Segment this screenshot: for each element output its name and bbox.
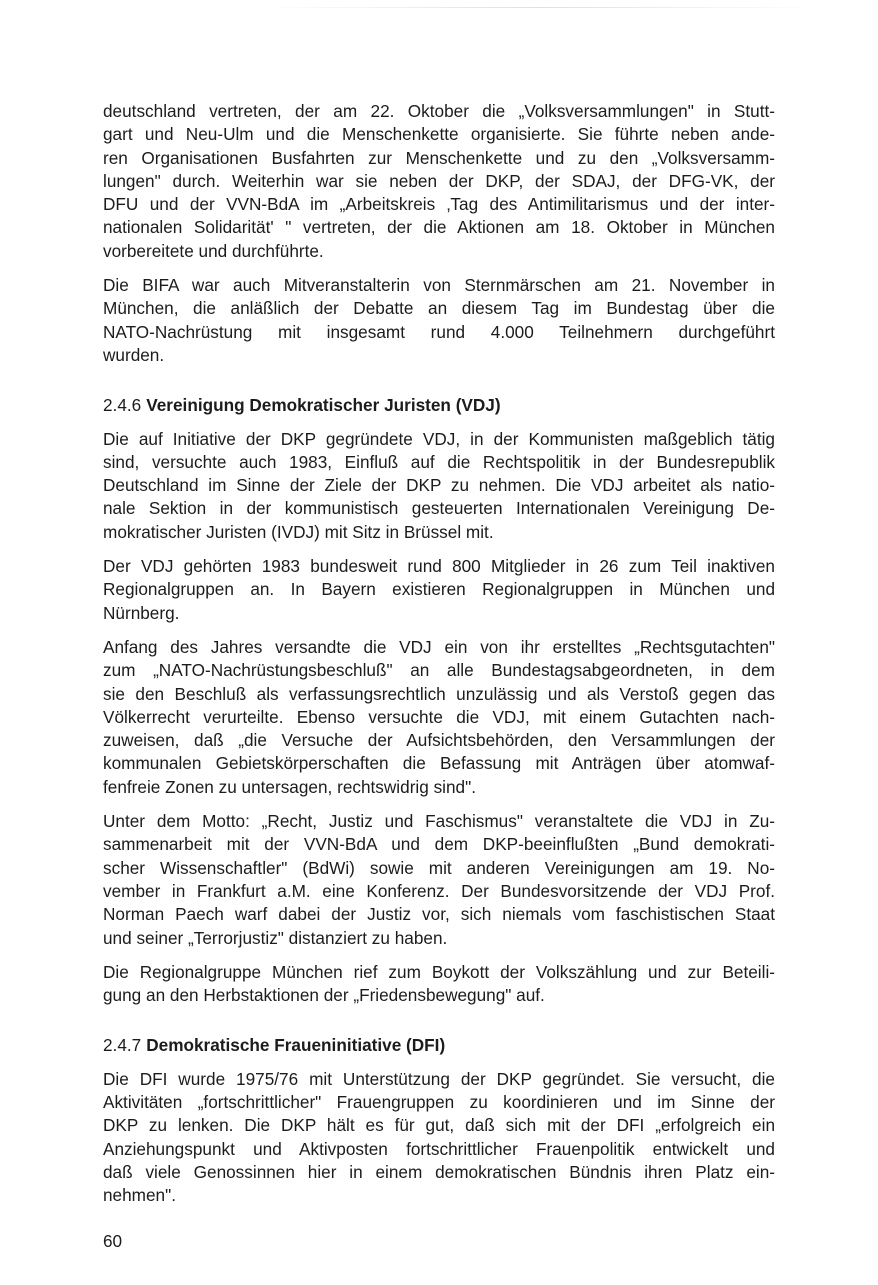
text-line: wurden. <box>103 344 165 365</box>
text-line: DKP zu lenken. Die DKP hält es für gut, daß sich mit der DFI „erfolgreich ein <box>103 1115 775 1136</box>
text-line: gart und Neu-Ulm und die Menschenkette organisierte. Sie führte neben ande- <box>103 124 775 145</box>
section-title: Demokratische Fraueninitiative (DFI) <box>146 1035 446 1056</box>
text-line: sie den Beschluß als verfassungsrechtlich unzulässig und als Verstoß gegen das <box>103 683 775 704</box>
text-line: Die BIFA war auch Mitveranstalterin von Sternmärschen am 21. November in <box>103 275 775 296</box>
text-line: DFU und der VVN-BdA im „Arbeitskreis ‚Tag des Antimilitarismus und der inter- <box>103 194 775 215</box>
text-line: Aktivitäten „fortschrittlicher" Frauengruppen zu koordinieren und im Sinne der <box>103 1091 775 1112</box>
paragraph <box>103 428 775 544</box>
text-line: zum „NATO-Nachrüstungsbeschluß" an alle Bundestagsabgeordneten, in dem <box>103 660 775 681</box>
text-line: Die Regionalgruppe München rief zum Boykott der Volkszählung und zur Beteili- <box>103 961 775 982</box>
paragraph <box>103 555 775 625</box>
text-line: vorbereitete und durchführte. <box>103 240 324 261</box>
text-line: Die DFI wurde 1975/76 mit Unterstützung der DKP gegründet. Sie versucht, die <box>103 1068 775 1089</box>
text-line: zuweisen, daß „die Versuche der Aufsichtsbehörden, den Versammlungen der <box>103 730 775 751</box>
text-line: lungen" durch. Weiterhin war sie neben der DKP, der SDAJ, der DFG-VK, der <box>103 170 775 191</box>
text-line: nationalen Solidarität' " vertreten, der die Aktionen am 18. Oktober in München <box>103 217 775 238</box>
page-body <box>103 100 775 1218</box>
text-line: Deutschland im Sinne der Ziele der DKP zu nehmen. Die VDJ arbeitet als natio- <box>103 475 775 496</box>
section-title: Vereinigung Demokratischer Juristen (VDJ) <box>146 395 501 416</box>
text-line: nale Sektion in der kommunistisch gesteuerten Internationalen Vereinigung De- <box>103 498 775 519</box>
text-line: deutschland vertreten, der am 22. Oktober die „Volksversammlungen" in Stutt- <box>103 101 775 121</box>
page-number: 60 <box>103 1231 123 1251</box>
text-line: mokratischer Juristen (IVDJ) mit Sitz in Brüssel mit. <box>103 521 494 542</box>
text-line: scher Wissenschaftler" (BdWi) sowie mit anderen Vereinigungen am 19. No- <box>103 857 775 878</box>
text-line: Norman Paech warf dabei der Justiz vor, sich niemals vom faschistischen Staat <box>103 904 775 925</box>
paragraph <box>103 961 775 1008</box>
text-line: NATO-Nachrüstung mit insgesamt rund 4.000 Teilnehmern durchgeführt <box>103 321 775 342</box>
text-line: Nürnberg. <box>103 602 180 623</box>
section-heading <box>103 1034 775 1057</box>
text-line: Die auf Initiative der DKP gegründete VDJ, in der Kommunisten maßgeblich tätig <box>103 428 775 449</box>
paragraph <box>103 810 775 950</box>
text-line: Anziehungspunkt und Aktivposten fortschrittlicher Frauenpolitik entwickelt und <box>103 1138 775 1159</box>
section-number: 2.4.6 <box>103 395 142 416</box>
text-line: Unter dem Motto: „Recht, Justiz und Faschismus" veranstaltete die VDJ in Zu- <box>103 811 775 832</box>
text-line: München, die anläßlich der Debatte an diesem Tag im Bundestag über die <box>103 298 775 319</box>
text-line: gung an den Herbstaktionen der „Friedensbewegung" auf. <box>103 985 545 1006</box>
scan-edge-line <box>260 7 820 8</box>
paragraph <box>103 100 775 263</box>
paragraph <box>103 274 775 367</box>
paragraph <box>103 1068 775 1208</box>
text-line: sind, versuchte auch 1983, Einfluß auf die Rechtspolitik in der Bundesrepublik <box>103 451 775 472</box>
text-line: Völkerrecht verurteilte. Ebenso versuchte die VDJ, mit einem Gutachten nach- <box>103 706 775 727</box>
paragraph <box>103 636 775 799</box>
section-heading <box>103 394 775 417</box>
text-line: und seiner „Terrorjustiz" distanziert zu haben. <box>103 927 448 948</box>
text-line: sammenarbeit mit der VVN-BdA und dem DKP-beeinflußten „Bund demokrati- <box>103 834 775 855</box>
text-line: ren Organisationen Busfahrten zur Menschenkette und zu den „Volksversamm- <box>103 147 775 168</box>
text-line: Regionalgruppen an. In Bayern existieren Regionalgruppen in München und <box>103 579 775 600</box>
text-line: Der VDJ gehörten 1983 bundesweit rund 800 Mitglieder in 26 zum Teil inaktiven <box>103 556 775 577</box>
text-line: fenfreie Zonen zu untersagen, rechtswidrig sind". <box>103 776 476 797</box>
text-line: daß viele Genossinnen hier in einem demokratischen Bündnis ihren Platz ein- <box>103 1161 775 1182</box>
text-line: nehmen". <box>103 1185 176 1206</box>
text-line: vember in Frankfurt a.M. eine Konferenz. Der Bundesvorsitzende der VDJ Prof. <box>103 880 775 901</box>
text-line: Anfang des Jahres versandte die VDJ ein von ihr erstelltes „Rechtsgutachten" <box>103 636 775 657</box>
text-line: kommunalen Gebietskörperschaften die Befassung mit Anträgen über atomwaf- <box>103 753 775 774</box>
section-number: 2.4.7 <box>103 1035 142 1056</box>
